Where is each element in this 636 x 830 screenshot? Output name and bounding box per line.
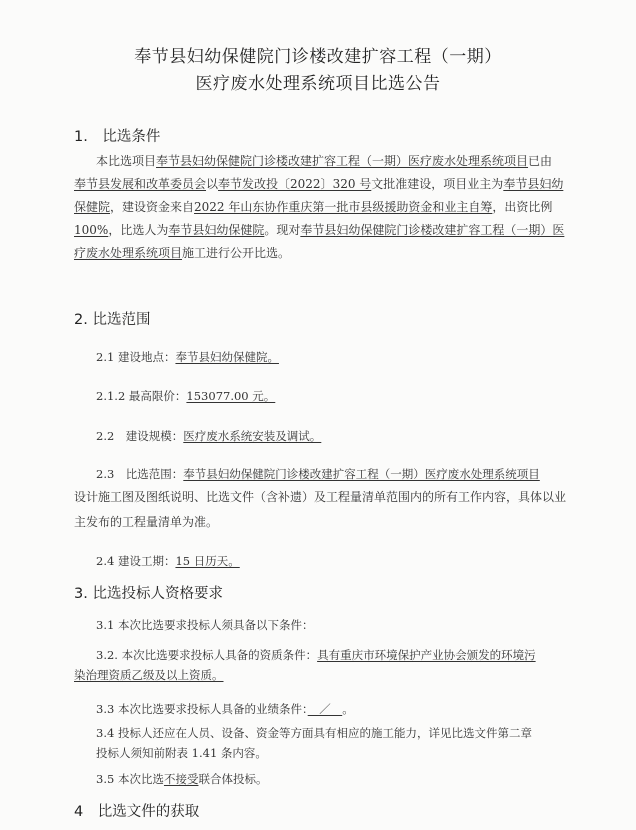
text: 。现对 xyxy=(264,223,301,237)
text: ，出资比例 xyxy=(492,200,553,214)
qualification-requirement: 具有重庆市环境保护产业协会颁发的环境污 xyxy=(317,648,536,662)
s1-line-2 xyxy=(74,173,563,196)
project-owner: 奉节县妇幼 xyxy=(503,177,564,191)
item-3-1: 3.1 本次比选要求投标人须具备以下条件： xyxy=(96,618,314,632)
text: ，建设资金来自 xyxy=(110,200,195,214)
section-4-heading: 4 比选文件的获取 xyxy=(74,804,200,820)
text: 本比选项目 xyxy=(96,154,157,168)
project-name: 奉节县妇幼保健院门诊楼改建扩容工程（一期）医 xyxy=(300,223,565,237)
item-3-2-line-2 xyxy=(74,667,224,683)
tender-party: 奉节县妇幼保健院 xyxy=(168,223,265,237)
project-name: 奉节县妇幼保健院门诊楼改建扩容工程（一期）医疗废水处理系统项目 xyxy=(156,154,529,168)
s1-line-3 xyxy=(74,196,552,219)
text: 文批准建设，项目业主为 xyxy=(371,177,504,191)
section-3-heading: 3. 比选投标人资格要求 xyxy=(74,586,223,602)
s1-line-4 xyxy=(74,219,564,242)
construction-period: 15 日历天。 xyxy=(175,554,240,568)
item-label: 3.2. 本次比选要求投标人具备的资质条件： xyxy=(96,648,318,662)
item-2-3-line-2: 设计施工图及图纸说明、比选文件（含补遗）及工程量清单范围内的所有工作内容，具体以业 xyxy=(74,490,567,504)
document-title-line-1: 奉节县妇幼保健院门诊楼改建扩容工程（一期） xyxy=(134,47,502,67)
item-label: 3.3 本次比选要求投标人具备的业绩条件： xyxy=(96,702,308,716)
approval-document-number: 奉节发改投〔2022〕320 号 xyxy=(218,177,372,191)
text: 联合体投标。 xyxy=(198,772,268,786)
project-owner: 保健院 xyxy=(74,200,111,214)
consortium-rule: 不接受 xyxy=(163,772,199,786)
section-1-heading: 1. 比选条件 xyxy=(74,129,161,145)
construction-scale: 医疗废水系统安装及调试。 xyxy=(183,429,322,443)
performance-requirement: ／ xyxy=(307,702,343,716)
item-2-4 xyxy=(96,553,240,569)
project-name: 奉节县妇幼保健院门诊楼改建扩容工程（一期）医疗废水处理系统项目 xyxy=(183,467,540,481)
text: 已由 xyxy=(528,154,553,168)
item-3-3 xyxy=(96,701,354,717)
text: 施工进行公开比选。 xyxy=(182,246,291,260)
item-3-4-line-1: 3.4 投标人还应在人员、设备、资金等方面具有相应的施工能力，详见比选文件第二章 xyxy=(96,726,532,740)
item-label: 2.4 建设工期： xyxy=(96,554,176,568)
text: 。 xyxy=(342,702,354,716)
s1-line-1 xyxy=(96,150,552,173)
funding-source: 2022 年山东协作重庆第一批市县级援助资金和业主自筹 xyxy=(194,200,493,214)
max-price: 153077.00 元。 xyxy=(186,389,276,403)
text: 以 xyxy=(206,177,219,191)
section-2-heading: 2. 比选范围 xyxy=(74,312,151,328)
item-3-5 xyxy=(96,771,267,787)
funding-ratio: 100% xyxy=(74,223,109,237)
item-2-2 xyxy=(96,428,321,444)
item-label: 2.2 建设规模： xyxy=(96,429,184,443)
item-3-2 xyxy=(96,647,536,663)
approval-authority: 奉节县发展和改革委员会 xyxy=(74,177,207,191)
document-title-line-2: 医疗废水处理系统项目比选公告 xyxy=(195,74,441,94)
item-2-1 xyxy=(96,349,279,365)
item-label: 2.1.2 最高限价： xyxy=(96,389,187,403)
item-label: 2.3 比选范围： xyxy=(96,467,184,481)
project-name: 疗废水处理系统项目 xyxy=(74,246,183,260)
item-2-3 xyxy=(96,466,540,482)
item-2-1-2 xyxy=(96,388,275,404)
s1-line-5 xyxy=(74,242,290,265)
qualification-requirement: 染治理资质乙级及以上资质。 xyxy=(74,668,224,682)
text: ，比选人为 xyxy=(108,223,169,237)
item-label: 2.1 建设地点： xyxy=(96,350,176,364)
item-3-4-line-2: 投标人须知前附表 1.41 条内容。 xyxy=(96,746,267,760)
construction-site: 奉节县妇幼保健院。 xyxy=(175,350,279,364)
item-2-3-line-3: 主发布的工程量清单为准。 xyxy=(74,515,219,529)
text: 3.5 本次比选 xyxy=(96,772,164,786)
